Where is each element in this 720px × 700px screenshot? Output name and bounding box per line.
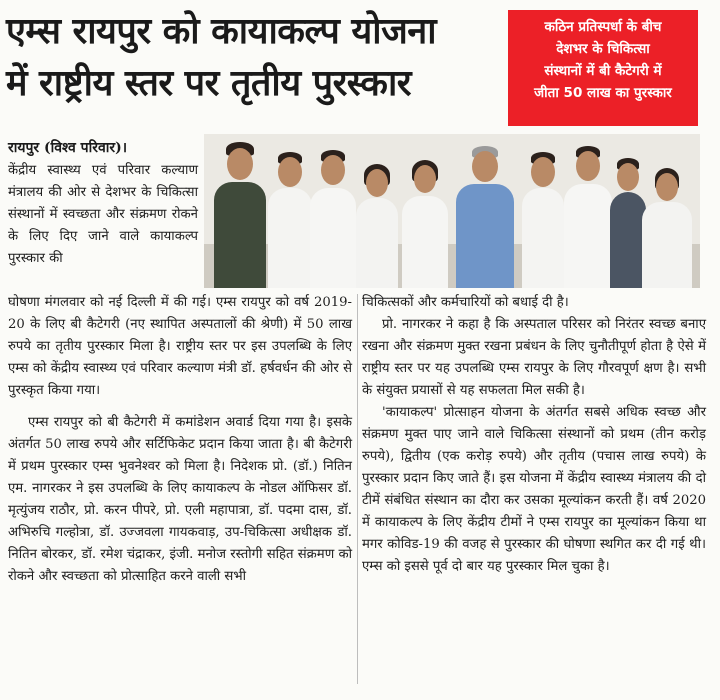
kicker-line-1: कठिन प्रतिस्पर्धा के बीच — [544, 19, 662, 35]
kicker-line-3: संस्थानों में बी कैटेगरी में — [544, 63, 662, 79]
byline: रायपुर (विश्व परिवार)। — [8, 140, 128, 156]
photo-person — [400, 160, 450, 288]
photo-person — [308, 150, 358, 288]
article-column-left — [8, 292, 352, 588]
kicker-line-4: जीता 50 लाख का पुरस्कार — [534, 85, 672, 101]
photo-person — [354, 164, 400, 288]
article-paragraph: प्रो. नागरकर ने कहा है कि अस्पताल परिसर को निरंतर स्वच्छ बनाए रखना और संक्रमण मुक्त रखना प्रबंधन के लिए चुनौतीपूर्ण होता है ऐसे में राष्ट्रीय स्तर पर यह उपलब्धि एम्स रायपुर के लिए गौरवपूर्ण क्षण है। सभी के संयुक्त प्रयासों से यह सफलता मिल सकी है। — [362, 317, 706, 398]
group-photo — [204, 134, 700, 288]
article-paragraph: 'कायाकल्प' प्रोत्साहन योजना के अंतर्गत सबसे अधिक स्वच्छ और संक्रमण मुक्त पाए जाने वाले चिकित्सा संस्थानों को प्रथम (तीन करोड़ रुपये), द्वितीय (एक करोड़ रुपये) और तृतीय (पचास लाख रुपये) के पुरस्कार प्रदान किए जाते हैं। इस योजना में केंद्रीय स्वास्थ्य मंत्रालय की दो टीमें संबंधित संस्थान का दौरा कर उसका मूल्यांकन करती हैं। वर्ष 2020 में कायाकल्प के लिए केंद्रीय टीमों ने एम्स रायपुर का मूल्यांकन किया था मगर कोविड-19 की वजह से पुरस्कार की घोषणा स्थगित कर दी गई थी। एम्स को इससे पूर्व दो बार यह पुरस्कार मिल चुका है। — [362, 405, 706, 574]
photo-person — [454, 146, 516, 288]
article-column-intro — [8, 160, 198, 270]
article-paragraph: चिकित्सकों और कर्मचारियों को बधाई दी है। — [362, 295, 569, 310]
article-paragraph: केंद्रीय स्वास्थ्य एवं परिवार कल्याण मंत्रालय की ओर से देशभर के चिकित्सा संस्थानों में स्वच्छता और संक्रमण रोकने के लिए दिए जाने वाले कायाकल्प पुरस्कार की — [8, 163, 198, 266]
article-paragraph: घोषणा मंगलवार को नई दिल्ली में की गई। एम्स रायपुर को वर्ष 2019-20 के लिए बी कैटेगरी (नए स्थापित अस्पतालों की श्रेणी) में 50 लाख रुपये का तृतीय पुरस्कार मिला है। राष्ट्रीय स्तर पर इस उपलब्धि के लिए एम्स को केंद्रीय स्वास्थ्य एवं परिवार कल्याण मंत्री डॉ. हर्षवर्धन की ओर से पुरस्कृत किया गया। — [8, 295, 352, 398]
headline-line-2: में राष्ट्रीय स्तर पर तृतीय पुरस्कार — [6, 63, 412, 104]
photo-person — [212, 142, 268, 288]
kicker-line-2: देशभर के चिकित्सा — [556, 41, 650, 57]
article-column-right — [362, 292, 706, 578]
photo-person — [520, 152, 566, 288]
column-divider — [357, 294, 358, 684]
headline-line-1: एम्स रायपुर को कायाकल्प योजना — [6, 11, 437, 52]
photo-person — [266, 152, 314, 288]
photo-person — [640, 168, 696, 288]
headline — [6, 6, 504, 126]
article-paragraph: एम्स रायपुर को बी कैटेगरी में कमांडेशन अवार्ड दिया गया है। इसके अंतर्गत 50 लाख रुपये और सर्टिफिकेट प्रदान किया जाता है। बी कैटेगरी में प्रथम पुरस्कार एम्स भुवनेश्वर को मिला है। निदेशक प्रो. (डॉ.) नितिन एम. नागरकर ने इस उपलब्धि के लिए कायाकल्प के नोडल ऑफिसर डॉ. मृत्युंजय राठौर, प्रो. करन पीपरे, प्रो. एली महापात्रा, डॉ. पदमा दास, डॉ. अभिरुचि गल्होत्रा, डॉ. उज्जवला गायकवाड़, उप-चिकित्सा अधीक्षक डॉ. नितिन बोरकर, डॉ. रमेश चंद्राकर, इंजी. मनोज रस्तोगी सहित संक्रमण को रोकने और स्वच्छता को प्रोत्साहित करने वाली सभी — [8, 415, 352, 584]
photo-person — [562, 146, 614, 288]
kicker-box — [508, 10, 698, 126]
